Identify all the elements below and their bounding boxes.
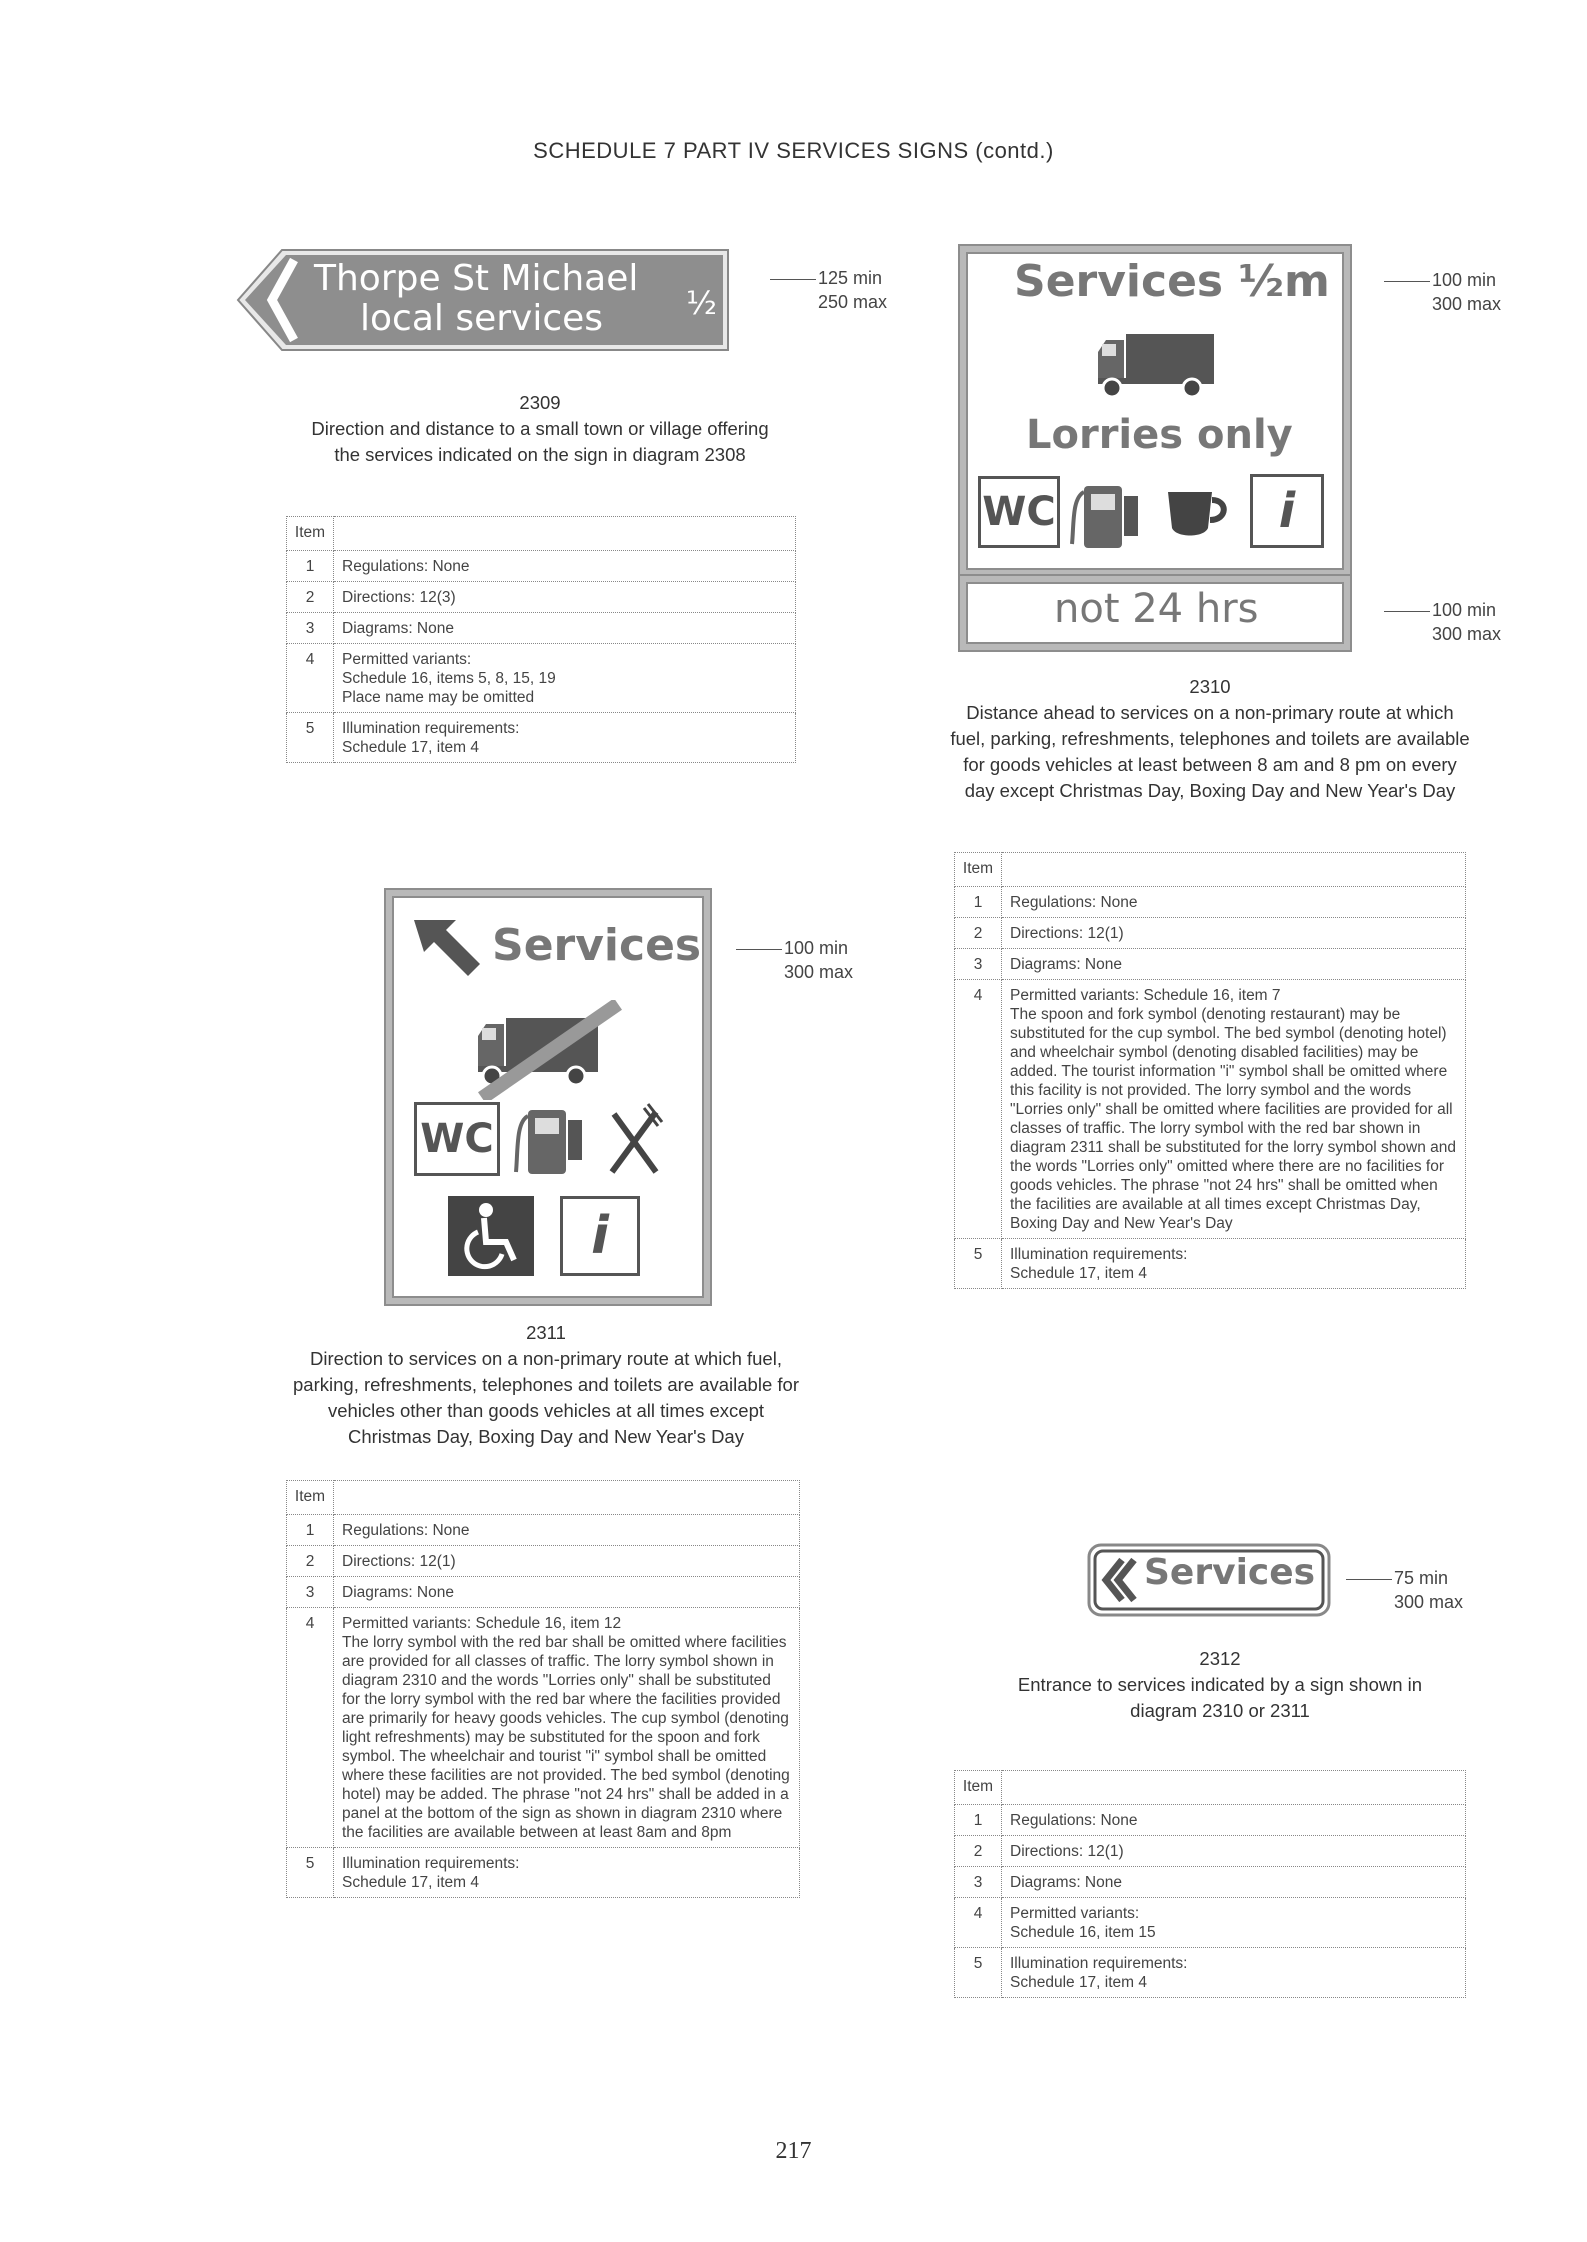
dim-max: 250 max — [818, 292, 888, 312]
info-label: i — [591, 1206, 609, 1266]
item-text: Permitted variants: Schedule 16, item 15 — [1002, 1898, 1466, 1948]
tourist-info-icon — [560, 1196, 640, 1276]
item-table-2311 — [286, 1480, 800, 1898]
wheelchair-icon — [448, 1196, 534, 1276]
dimension-note-2309 — [770, 266, 887, 314]
item-number: 5 — [287, 713, 334, 763]
item-column-header: Item — [955, 1771, 1002, 1805]
sign-title: Services ½m — [1014, 256, 1330, 307]
dimension-note-2310-top — [1384, 268, 1501, 316]
item-text: Illumination requirements: Schedule 17, item 4 — [334, 713, 796, 763]
not-24-hrs-label: not 24 hrs — [1054, 586, 1259, 632]
table-row — [287, 713, 796, 763]
item-number: 3 — [287, 1577, 334, 1608]
item-column-header: Item — [287, 517, 334, 551]
wc-label: WC — [982, 489, 1056, 535]
table-row — [955, 980, 1466, 1239]
table-row — [955, 1239, 1466, 1289]
item-table-2312 — [954, 1770, 1466, 1998]
table-row — [955, 949, 1466, 980]
lorries-only-label: Lorries only — [1026, 412, 1293, 458]
info-label: i — [1278, 483, 1296, 539]
fuel-pump-icon — [1068, 474, 1144, 550]
item-number: 4 — [287, 644, 334, 713]
sign-2310 — [960, 246, 1350, 576]
table-row — [955, 918, 1466, 949]
cup-icon — [1164, 484, 1230, 540]
page-header: SCHEDULE 7 PART IV SERVICES SIGNS (contd.) — [533, 138, 1054, 163]
dim-min: 75 min — [1394, 1568, 1449, 1588]
item-number: 2 — [287, 582, 334, 613]
item-text: Directions: 12(1) — [1002, 1836, 1466, 1867]
dim-min: 125 min — [818, 268, 883, 288]
lorry-with-bar-icon — [472, 1000, 622, 1100]
item-number: 3 — [955, 1867, 1002, 1898]
sign-2311 — [386, 890, 710, 1304]
table-row — [287, 1577, 800, 1608]
item-number: 1 — [955, 887, 1002, 918]
dimension-note-2312 — [1346, 1566, 1463, 1614]
table-row — [955, 887, 1466, 918]
diagram-description: Direction and distance to a small town or village offering the services indicated on the sign in diagram 2308 — [311, 418, 769, 465]
fuel-pump-icon — [510, 1098, 586, 1178]
item-number: 3 — [955, 949, 1002, 980]
arrow-up-left-icon — [410, 916, 482, 996]
sign-2312 — [1086, 1542, 1332, 1618]
item-text: Directions: 12(1) — [1002, 918, 1466, 949]
dim-min: 100 min — [1432, 270, 1497, 290]
caption-2311 — [286, 1320, 806, 1450]
table-row — [287, 582, 796, 613]
sign-title: Services — [492, 920, 702, 971]
dim-max: 300 max — [1394, 1592, 1464, 1612]
diagram-description: Direction to services on a non-primary route at which fuel, parking, refreshments, telephones and toilets are available for vehicles other than goods vehicles at all times except Christmas Day, Boxing Day and New Year's Day — [293, 1348, 799, 1447]
sign-line-2: local services — [360, 298, 604, 339]
diagram-number: 2312 — [1199, 1648, 1241, 1669]
item-text: Diagrams: None — [334, 613, 796, 644]
empty-header-cell — [334, 1481, 800, 1515]
lorry-icon — [1096, 332, 1216, 400]
item-number: 5 — [955, 1948, 1002, 1998]
item-number: 1 — [287, 1515, 334, 1546]
item-text: Permitted variants: Schedule 16, item 7 The spoon and fork symbol (denoting restaurant) may be substituted for the cup symbol. The bed symbol (denoting hotel) and wheelchair symbol (denoting disabled facilities) may be added. The tourist information "i" symbol shall be omitted where this facility is not provided. The lorry symbol and the words "Lorries only" shall be omitted where facilities are provided for all classes of traffic. The lorry symbol with the red bar shown in diagram 2311 shall be substituted for the lorry symbol shown and the words "Lorries only" omitted where there are no facilities for goods vehicles. The phrase "not 24 hrs" shall be omitted when the facilities are available at all times except Christmas Day, Boxing Day and New Year's Day — [1002, 980, 1466, 1239]
table-row — [955, 1948, 1466, 1998]
dim-min: 100 min — [784, 938, 849, 958]
item-text: Diagrams: None — [1002, 949, 1466, 980]
item-number: 5 — [287, 1848, 334, 1898]
empty-header-cell — [1002, 853, 1466, 887]
table-row — [955, 1898, 1466, 1948]
item-number: 1 — [287, 551, 334, 582]
diagram-number: 2311 — [526, 1322, 566, 1343]
dim-max: 300 max — [784, 962, 854, 982]
table-row — [287, 1608, 800, 1848]
caption-2309 — [300, 390, 780, 468]
diagram-description: Entrance to services indicated by a sign shown in diagram 2310 or 2311 — [1017, 1674, 1423, 1721]
item-number: 4 — [287, 1608, 334, 1848]
wc-icon — [414, 1102, 500, 1176]
item-number: 4 — [955, 980, 1002, 1239]
sign-2309 — [234, 246, 734, 354]
diagram-number: 2309 — [519, 392, 561, 413]
table-row — [955, 1805, 1466, 1836]
item-text: Directions: 12(3) — [334, 582, 796, 613]
dim-max: 300 max — [1432, 294, 1502, 314]
table-row — [287, 613, 796, 644]
item-text: Permitted variants: Schedule 16, item 12 The lorry symbol with the red bar shall be omitted where facilities are provided for all classes of traffic. The lorry symbol shown in diagram 2310 and the words "Lorries only" shall be substituted for the lorry symbol with the red bar where the facilities provided are primarily for heavy goods vehicles. The cup symbol (denoting light refreshments) may be substituted for the spoon and fork symbol. The wheelchair and tourist "i" symbol shall be omitted where these facilities are not provided. The bed symbol (denoting hotel) may be added. The phrase "not 24 hrs" shall be added in a panel at the bottom of the sign as shown in diagram 2310 where the facilities are available between at least 8am and 8pm — [334, 1608, 800, 1848]
empty-header-cell — [1002, 1771, 1466, 1805]
sign-2310-panel — [960, 576, 1350, 650]
item-text: Diagrams: None — [1002, 1867, 1466, 1898]
item-number: 2 — [955, 918, 1002, 949]
table-row — [287, 1546, 800, 1577]
table-header-row — [287, 517, 796, 551]
item-column-header: Item — [287, 1481, 334, 1515]
item-text: Diagrams: None — [334, 1577, 800, 1608]
item-number: 1 — [955, 1805, 1002, 1836]
item-number: 3 — [287, 613, 334, 644]
item-text: Permitted variants: Schedule 16, items 5, 8, 15, 19 Place name may be omitted — [334, 644, 796, 713]
table-header-row — [955, 853, 1466, 887]
page-number: 217 — [775, 2138, 812, 2164]
item-text: Illumination requirements: Schedule 17, item 4 — [1002, 1239, 1466, 1289]
dimension-note-2311 — [736, 936, 853, 984]
dimension-note-2310-bottom — [1384, 598, 1501, 646]
diagram-description: Distance ahead to services on a non-primary route at which fuel, parking, refreshments, telephones and toilets are available for goods vehicles at least between 8 am and 8 pm on every day except Christmas Day, Boxing Day and New Year's Day — [950, 702, 1470, 801]
dim-max: 300 max — [1432, 624, 1502, 644]
item-text: Directions: 12(1) — [334, 1546, 800, 1577]
caption-2310 — [950, 674, 1470, 804]
table-row — [955, 1867, 1466, 1898]
item-text: Regulations: None — [1002, 1805, 1466, 1836]
item-text: Regulations: None — [334, 551, 796, 582]
item-number: 4 — [955, 1898, 1002, 1948]
sign-line-1: Thorpe St Michael — [314, 258, 639, 299]
caption-2312 — [1000, 1646, 1440, 1724]
distance-fraction: ½ — [686, 284, 718, 322]
item-number: 2 — [955, 1836, 1002, 1867]
wc-icon — [978, 476, 1060, 548]
table-header-row — [287, 1481, 800, 1515]
item-table-2310 — [954, 852, 1466, 1289]
table-row — [287, 551, 796, 582]
empty-header-cell — [334, 517, 796, 551]
item-number: 5 — [955, 1239, 1002, 1289]
table-header-row — [955, 1771, 1466, 1805]
item-text: Regulations: None — [334, 1515, 800, 1546]
diagram-number: 2310 — [1189, 676, 1231, 697]
tourist-info-icon — [1250, 474, 1324, 548]
item-text: Regulations: None — [1002, 887, 1466, 918]
item-column-header: Item — [955, 853, 1002, 887]
dim-min: 100 min — [1432, 600, 1497, 620]
item-text: Illumination requirements: Schedule 17, item 4 — [1002, 1948, 1466, 1998]
table-row — [955, 1836, 1466, 1867]
table-row — [287, 1848, 800, 1898]
knife-fork-icon — [604, 1102, 664, 1178]
item-text: Illumination requirements: Schedule 17, item 4 — [334, 1848, 800, 1898]
table-row — [287, 644, 796, 713]
sign-title: Services — [1144, 1552, 1316, 1593]
table-row — [287, 1515, 800, 1546]
wc-label: WC — [420, 1116, 494, 1162]
item-table-2309 — [286, 516, 796, 763]
item-number: 2 — [287, 1546, 334, 1577]
